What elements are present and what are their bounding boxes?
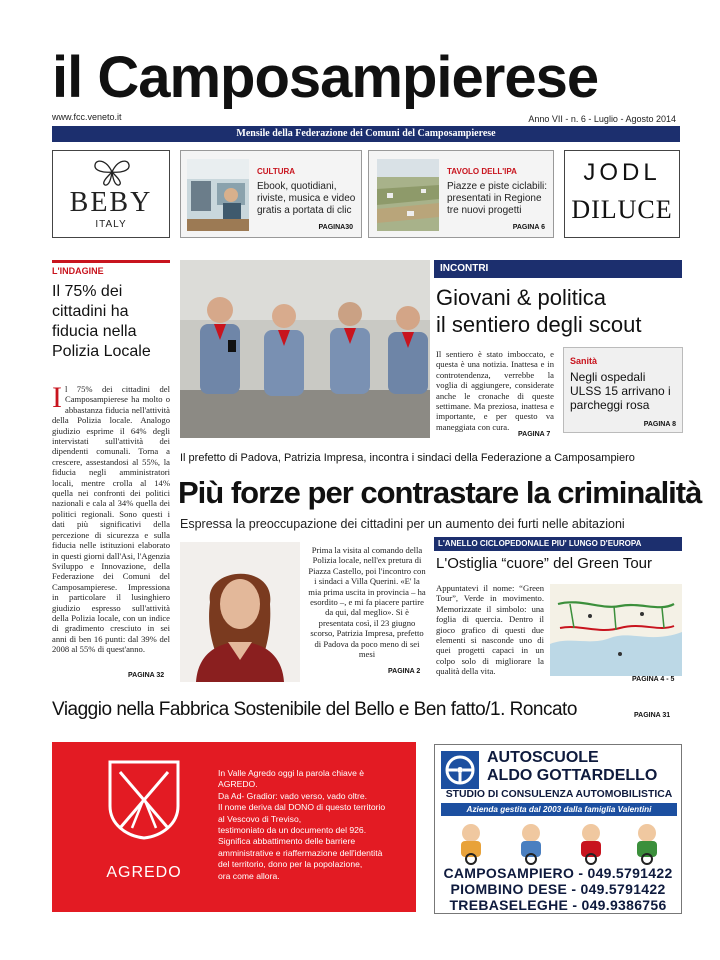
masthead-url[interactable]: www.fcc.veneto.it	[52, 112, 122, 122]
teaser-tag: CULTURA	[257, 167, 296, 176]
incontri-body: Il sentiero è stato imboccato, e questa è una notizia. Inattesa e in controtendenza, verrebbe la voglia di aggiungere, considerate anche le cronache di queste settimane. Ma preziosa, inattesa e importante, e per questo va maneggiata con cura.	[436, 349, 554, 432]
incontri-title-line1: Giovani & politica	[436, 285, 606, 310]
agredo-ad[interactable]	[52, 742, 416, 912]
sanita-tag: Sanità	[570, 356, 598, 366]
agredo-line: AGREDO.	[218, 779, 258, 790]
steering-wheel-icon	[441, 751, 479, 789]
beby-ad[interactable]	[52, 150, 170, 238]
incontri-page: PAGINA 7	[518, 431, 551, 438]
teaser-page: PAGINA 6	[512, 224, 545, 231]
ostiglia-page: PAGINA 4 - 5	[632, 676, 675, 683]
agredo-line: testimoniato da un documento del 926.	[218, 825, 367, 836]
beby-sub: ITALY	[95, 219, 127, 230]
library-photo	[187, 159, 249, 231]
masthead-title: il Camposampierese	[52, 45, 599, 110]
incontri-title-line2: il sentiero degli scout	[436, 312, 642, 337]
teaser-cultura[interactable]	[180, 150, 362, 238]
agredo-line: Significa abbattimento delle barriere	[218, 836, 356, 847]
diluce-ad[interactable]	[564, 150, 680, 238]
agredo-logo-icon	[104, 758, 184, 840]
diluce-mark: JODL	[583, 159, 661, 186]
beby-name: BEBY	[69, 187, 153, 218]
indagine-tag: L'INDAGINE	[52, 266, 104, 276]
indagine-rule	[52, 260, 170, 263]
agredo-line: In Valle Agredo oggi la parola chiave è	[218, 768, 365, 778]
gott-phones	[435, 865, 681, 913]
gottardello-ad[interactable]	[434, 744, 682, 914]
teaser-page: PAGINA30	[318, 224, 353, 231]
sanita-box[interactable]	[563, 347, 683, 433]
gott-line3: STUDIO DI CONSULENZA AUTOMOBILISTICA	[445, 789, 673, 800]
agredo-line: del territorio, dono per la popolazione,	[218, 859, 363, 870]
indagine-text: l 75% dei cittadini del Camposampierese ha molto o abbastanza fiducia nell'attività della Polizia locale. Analogo giudizio esprime il 64% degli intervistati sull'attività dei dipendenti comunali. Torna a crescere, assestandosi al 55%, la fiducia negli amministratori locali, mentre crolla al 14% quella nei confronti dei politici nazionali e cala al 34% quella dei politici regionali. Sono questi i dati più significativi della percezione di sicurezza e sulla fiducia nelle istituzioni elaborato in questi giorni dall'Asi, l'Agenzia Sviluppo e Innovazione, della Federazione dei Comuni del Camposampierese. Impressiona in particolare il lusinghiero giudizio espresso sull'attività della Polizia locale, con un indice di gradimento cresciuto in sei anni di ben 16 punti: dal 39% del 2008 al 55% di quest'anno.	[52, 384, 170, 655]
prefect-photo	[180, 542, 300, 682]
sanita-text: Negli ospedali ULSS 15 arrivano i parcheggi rosa	[570, 370, 671, 412]
sanita-page: PAGINA 8	[643, 421, 676, 428]
main-headline[interactable]: Più forze per contrastare la criminalità	[178, 475, 702, 510]
gott-line1: AUTOSCUOLE	[487, 749, 599, 766]
teaser-tavolo[interactable]	[368, 150, 554, 238]
bottom-headline[interactable]: Viaggio nella Fabbrica Sostenibile del Bello e Ben fatto/1. Roncato	[52, 699, 577, 720]
butterfly-icon	[92, 157, 132, 187]
teaser-text: Piazze e piste ciclabili: presentati in Regione tre nuovi progetti	[447, 181, 548, 216]
green-tour-map	[550, 584, 682, 676]
gott-line2: ALDO GOTTARDELLO	[487, 767, 658, 784]
anello-tag: L'ANELLO CICLOPEDONALE PIU' LUNGO D'EUROPA	[438, 539, 642, 548]
indagine-title[interactable]: Il 75% dei cittadini ha fiducia nella Polizia Locale	[52, 283, 151, 360]
bottom-page: PAGINA 31	[634, 712, 671, 719]
cartoon-drivers-illustration	[441, 819, 677, 865]
main-deck: Espressa la preoccupazione dei cittadini per un aumento dei furti nelle abitazioni	[180, 517, 625, 531]
phone-camposampiero[interactable]: CAMPOSAMPIERO - 049.5791422	[443, 865, 673, 881]
incontri-tag: INCONTRI	[440, 263, 489, 274]
agredo-name: AGREDO	[106, 864, 182, 881]
ostiglia-title[interactable]: L'Ostiglia “cuore” del Green Tour	[436, 555, 653, 572]
gott-tagline: Azienda gestita dal 2003 dalla famiglia Valentini	[441, 803, 677, 816]
masthead-issue: Anno VII - n. 6 - Luglio - Agosto 2014	[528, 114, 676, 124]
indagine-body	[52, 384, 170, 664]
indagine-page: PAGINA 32	[128, 672, 165, 679]
teaser-tag: TAVOLO DELL'IPA	[447, 167, 517, 176]
dropcap: I	[52, 384, 62, 414]
aerial-photo	[375, 159, 441, 231]
phone-trebaseleghe[interactable]: TREBASELEGHE - 049.9386756	[449, 897, 667, 913]
phone-piombino[interactable]: PIOMBINO DESE - 049.5791422	[450, 881, 666, 897]
ostiglia-body: Appuntatevi il nome: “Green Tour”, Verde in movimento. Memorizzate il simbolo: una foglia di quercia. Dentro il gioco grafico di questi due elementi si nasconde uno di quei progetti capaci in un colpo solo di migliorare la qualità della vita.	[436, 583, 544, 677]
main-page: PAGINA 2	[388, 668, 421, 675]
masthead-subtitle: Mensile della Federazione dei Comuni del Camposampierese	[236, 128, 496, 139]
diluce-name: DILUCE	[571, 195, 673, 224]
incontri-title[interactable]	[436, 284, 686, 338]
main-body: Prima la visita al comando della Polizia locale, nell'ex pretura di Piazza Castello, poi l'incontro con i sindaci a Villa Querini. «E' la mia prima uscita in provincia – ha esordito –, e mi fa piacere partire da qui, dal meglio». Si è presentata così, il 23 giugno scorso, Patrizia Impresa, prefetto di Padova da poco meno di sei mesi	[308, 545, 426, 660]
agredo-line: Da Ad- Gradior: vado verso, vado oltre.	[218, 790, 368, 801]
teaser-text: Ebook, quotidiani, riviste, musica e video gratis a portata di clic	[257, 181, 356, 216]
agredo-line: Il nome deriva dal DONO di questo territorio	[218, 802, 386, 813]
main-subhead: Il prefetto di Padova, Patrizia Impresa, incontra i sindaci della Federazione a Camposampiero	[180, 452, 635, 464]
agredo-line: amministrative e riaffermazione dell'identità	[218, 847, 383, 858]
agredo-line: al Vescovo di Treviso,	[218, 813, 302, 824]
scouts-photo	[180, 260, 430, 438]
agredo-line: ora come allora.	[218, 870, 280, 881]
agredo-text	[218, 768, 410, 882]
